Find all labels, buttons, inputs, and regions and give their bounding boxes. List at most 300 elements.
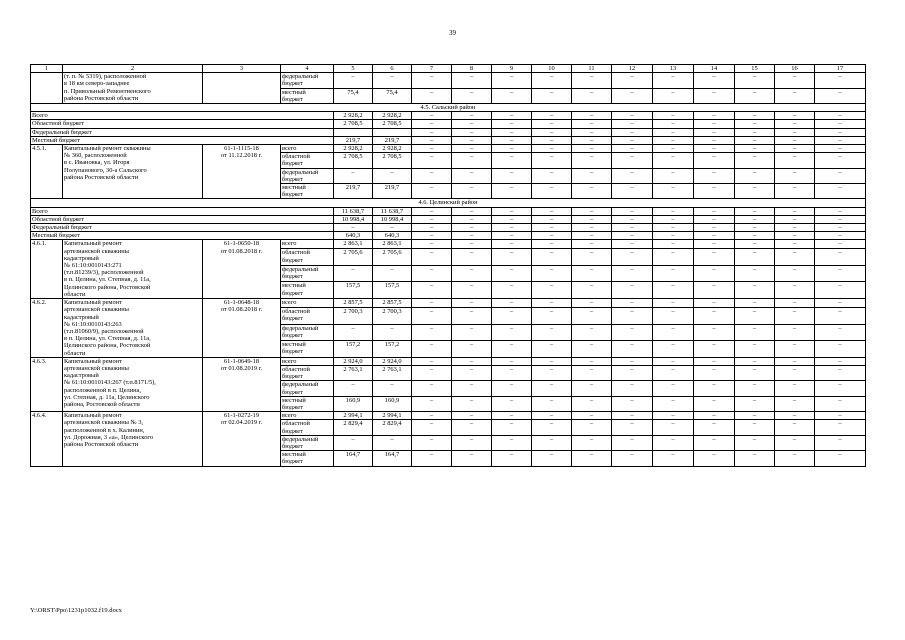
empty-value-cell: – [735,136,775,144]
value-cell: 11 638,7 [373,207,412,215]
empty-value-cell: – [532,307,572,324]
empty-value-cell: – [735,145,775,153]
empty-value-cell: – [694,168,735,183]
empty-value-cell: – [532,265,572,282]
value-cell: – [334,435,373,450]
empty-value-cell: – [653,420,694,435]
empty-value-cell: – [735,357,775,365]
value-cell: 2 863,1 [334,240,373,249]
empty-value-cell: – [612,282,653,299]
empty-value-cell: – [532,145,572,153]
empty-value-cell: – [815,73,866,88]
empty-value-cell: – [775,232,815,240]
item-number-cell: 4.6.2. [31,299,63,358]
empty-value-cell: – [452,168,492,183]
value-cell: 2 829,4 [373,420,412,435]
empty-value-cell: – [452,232,492,240]
empty-value-cell: – [612,307,653,324]
empty-value-cell: – [694,224,735,232]
empty-value-cell: – [492,420,532,435]
empty-value-cell: – [532,232,572,240]
empty-value-cell: – [452,435,492,450]
value-cell: 2 994,1 [334,412,373,420]
funding-source-cell: федеральный бюджет [281,381,334,396]
empty-value-cell: – [653,451,694,466]
empty-value-cell: – [452,240,492,249]
empty-value-cell: – [815,153,866,168]
section-title-row [31,199,866,207]
empty-value-cell: – [815,207,866,215]
empty-value-cell: – [412,207,452,215]
column-number-cell: 15 [735,65,775,73]
empty-value-cell: – [572,215,612,223]
empty-value-cell: – [775,112,815,120]
empty-value-cell: – [815,224,866,232]
empty-value-cell: – [694,215,735,223]
empty-value-cell: – [492,249,532,266]
empty-value-cell: – [572,73,612,88]
funding-source-cell: федеральный бюджет [281,168,334,183]
empty-value-cell: – [775,365,815,380]
empty-value-cell: – [653,88,694,103]
value-cell: – [334,265,373,282]
empty-value-cell: – [572,249,612,266]
total-row [31,232,866,240]
empty-value-cell: – [412,396,452,411]
value-cell: – [373,168,412,183]
value-cell: – [373,73,412,88]
empty-value-cell: – [653,396,694,411]
empty-value-cell: – [412,451,452,466]
empty-value-cell: – [572,128,612,136]
empty-value-cell: – [815,396,866,411]
empty-value-cell: – [532,224,572,232]
empty-value-cell: – [653,435,694,450]
empty-value-cell: – [694,307,735,324]
value-cell: – [334,381,373,396]
registration-number-cell: 61-1-0650-18 от 01.08.2018 г. [203,240,281,299]
empty-value-cell: – [492,381,532,396]
total-row [31,128,866,136]
empty-value-cell: – [775,265,815,282]
value-cell: 2 708,5 [334,153,373,168]
empty-value-cell: – [412,153,452,168]
empty-value-cell: – [452,153,492,168]
empty-value-cell: – [653,282,694,299]
empty-value-cell: – [412,136,452,144]
empty-value-cell: – [694,420,735,435]
empty-value-cell: – [572,232,612,240]
empty-value-cell: – [412,112,452,120]
funding-source-cell: местный бюджет [281,88,334,103]
value-cell: 2 763,1 [373,365,412,380]
empty-value-cell: – [612,341,653,358]
empty-value-cell: – [775,324,815,341]
value-cell: – [334,324,373,341]
empty-value-cell: – [412,307,452,324]
funding-source-cell: местный бюджет [281,451,334,466]
section-title-row [31,104,866,112]
item-number-cell [31,73,63,104]
empty-value-cell: – [815,232,866,240]
value-cell: – [373,435,412,450]
empty-value-cell: – [815,357,866,365]
column-number-cell: 2 [63,65,203,73]
empty-value-cell: – [412,145,452,153]
empty-value-cell: – [612,73,653,88]
empty-value-cell: – [775,420,815,435]
empty-value-cell: – [412,224,452,232]
empty-value-cell: – [775,145,815,153]
empty-value-cell: – [492,299,532,308]
empty-value-cell: – [532,112,572,120]
column-number-cell: 6 [373,65,412,73]
table-body [31,65,866,467]
value-cell: 160,9 [373,396,412,411]
funding-source-cell: областной бюджет [281,153,334,168]
column-number-cell: 1 [31,65,63,73]
table-row [31,73,866,88]
value-cell: – [334,168,373,183]
empty-value-cell: – [735,282,775,299]
empty-value-cell: – [694,299,735,308]
empty-value-cell: – [653,120,694,128]
empty-value-cell: – [815,341,866,358]
empty-value-cell: – [735,412,775,420]
registration-number-cell [203,73,281,104]
empty-value-cell: – [735,88,775,103]
empty-value-cell: – [412,324,452,341]
empty-value-cell: – [735,184,775,199]
empty-value-cell: – [572,282,612,299]
empty-value-cell: – [572,145,612,153]
empty-value-cell: – [452,412,492,420]
column-number-cell: 7 [412,65,452,73]
funding-source-cell: местный бюджет [281,282,334,299]
empty-value-cell: – [694,341,735,358]
empty-value-cell: – [694,136,735,144]
empty-value-cell: – [612,324,653,341]
empty-value-cell: – [612,112,653,120]
empty-value-cell: – [815,240,866,249]
empty-value-cell: – [815,120,866,128]
value-cell: 640,3 [373,232,412,240]
empty-value-cell: – [572,112,612,120]
table-row [31,145,866,153]
empty-value-cell: – [775,184,815,199]
empty-value-cell: – [775,249,815,266]
value-cell: 2 763,1 [334,365,373,380]
value-cell: 11 638,7 [334,207,373,215]
value-cell: 164,7 [334,451,373,466]
funding-source-cell: местный бюджет [281,341,334,358]
empty-value-cell: – [612,365,653,380]
total-label: Всего [31,207,334,215]
funding-source-cell: федеральный бюджет [281,435,334,450]
empty-value-cell: – [572,381,612,396]
empty-value-cell: – [412,128,452,136]
empty-value-cell: – [775,381,815,396]
empty-value-cell: – [815,215,866,223]
empty-value-cell: – [735,365,775,380]
empty-value-cell: – [492,451,532,466]
registration-number-cell: 61-1-0649-18 от 01.08.2019 г. [203,357,281,411]
empty-value-cell: – [492,112,532,120]
empty-value-cell: – [775,88,815,103]
empty-value-cell: – [612,232,653,240]
empty-value-cell: – [532,451,572,466]
empty-value-cell: – [572,184,612,199]
empty-value-cell: – [492,365,532,380]
empty-value-cell: – [452,207,492,215]
empty-value-cell: – [653,307,694,324]
funding-source-cell: федеральный бюджет [281,73,334,88]
empty-value-cell: – [815,412,866,420]
empty-value-cell: – [572,307,612,324]
table-row [31,299,866,308]
empty-value-cell: – [694,357,735,365]
empty-value-cell: – [612,215,653,223]
value-cell: 2 863,1 [373,240,412,249]
table-row [31,240,866,249]
value-cell: 75,4 [373,88,412,103]
empty-value-cell: – [412,215,452,223]
empty-value-cell: – [775,396,815,411]
total-row [31,207,866,215]
empty-value-cell: – [775,299,815,308]
value-cell: – [373,224,412,232]
empty-value-cell: – [653,112,694,120]
empty-value-cell: – [735,153,775,168]
empty-value-cell: – [492,282,532,299]
empty-value-cell: – [532,396,572,411]
total-label: Федеральный бюджет [31,224,334,232]
empty-value-cell: – [412,435,452,450]
value-cell: 2 924,0 [334,357,373,365]
empty-value-cell: – [492,136,532,144]
empty-value-cell: – [775,215,815,223]
empty-value-cell: – [412,381,452,396]
empty-value-cell: – [412,357,452,365]
empty-value-cell: – [412,168,452,183]
empty-value-cell: – [775,207,815,215]
value-cell: 157,5 [334,282,373,299]
value-cell: 2 994,1 [373,412,412,420]
empty-value-cell: – [815,128,866,136]
empty-value-cell: – [492,307,532,324]
empty-value-cell: – [612,224,653,232]
empty-value-cell: – [775,128,815,136]
empty-value-cell: – [492,265,532,282]
column-number-cell: 11 [572,65,612,73]
empty-value-cell: – [412,120,452,128]
item-description-cell: Капитальный ремонт скважины № 360, расположенной в с. Ивановка, ул. Игоря Полупанового, 30-а Сальского района Ростовской области [63,145,203,199]
empty-value-cell: – [412,88,452,103]
empty-value-cell: – [532,341,572,358]
empty-value-cell: – [412,184,452,199]
column-number-cell: 5 [334,65,373,73]
file-path-footer: Y:\ORST\Ppo\1231p1032.f19.docx [30,607,122,614]
empty-value-cell: – [735,435,775,450]
empty-value-cell: – [775,120,815,128]
empty-value-cell: – [492,232,532,240]
registration-number-cell: 61-1-0272-19 от 02.04.2019 г. [203,412,281,466]
empty-value-cell: – [735,224,775,232]
empty-value-cell: – [653,153,694,168]
empty-value-cell: – [492,224,532,232]
empty-value-cell: – [572,412,612,420]
value-cell: 219,7 [334,184,373,199]
empty-value-cell: – [653,184,694,199]
empty-value-cell: – [452,249,492,266]
empty-value-cell: – [492,128,532,136]
table-row [31,412,866,420]
empty-value-cell: – [452,88,492,103]
total-label: Местный бюджет [31,136,334,144]
total-row [31,120,866,128]
column-number-cell: 16 [775,65,815,73]
empty-value-cell: – [452,381,492,396]
empty-value-cell: – [492,153,532,168]
empty-value-cell: – [612,88,653,103]
empty-value-cell: – [735,73,775,88]
empty-value-cell: – [653,224,694,232]
empty-value-cell: – [572,240,612,249]
empty-value-cell: – [532,153,572,168]
empty-value-cell: – [452,396,492,411]
empty-value-cell: – [735,299,775,308]
section-title: 4.6. Целинский район [31,199,866,207]
empty-value-cell: – [653,145,694,153]
empty-value-cell: – [532,207,572,215]
column-number-cell: 4 [281,65,334,73]
value-cell: 2 928,2 [334,112,373,120]
empty-value-cell: – [412,282,452,299]
empty-value-cell: – [735,381,775,396]
empty-value-cell: – [532,381,572,396]
empty-value-cell: – [452,420,492,435]
empty-value-cell: – [412,73,452,88]
empty-value-cell: – [572,168,612,183]
empty-value-cell: – [653,381,694,396]
empty-value-cell: – [532,240,572,249]
total-row [31,136,866,144]
section-title: 4.5. Сальский район [31,104,866,112]
empty-value-cell: – [612,265,653,282]
value-cell: 2 708,5 [373,153,412,168]
empty-value-cell: – [694,381,735,396]
empty-value-cell: – [452,265,492,282]
empty-value-cell: – [572,265,612,282]
column-number-cell: 17 [815,65,866,73]
empty-value-cell: – [694,88,735,103]
empty-value-cell: – [735,215,775,223]
empty-value-cell: – [532,412,572,420]
empty-value-cell: – [572,396,612,411]
value-cell: – [373,324,412,341]
empty-value-cell: – [532,215,572,223]
value-cell: 157,5 [373,282,412,299]
empty-value-cell: – [452,224,492,232]
empty-value-cell: – [653,249,694,266]
empty-value-cell: – [492,396,532,411]
empty-value-cell: – [653,265,694,282]
empty-value-cell: – [735,396,775,411]
empty-value-cell: – [735,240,775,249]
empty-value-cell: – [612,249,653,266]
empty-value-cell: – [452,136,492,144]
empty-value-cell: – [412,412,452,420]
empty-value-cell: – [412,265,452,282]
empty-value-cell: – [492,324,532,341]
empty-value-cell: – [775,224,815,232]
empty-value-cell: – [694,324,735,341]
empty-value-cell: – [653,412,694,420]
empty-value-cell: – [572,153,612,168]
empty-value-cell: – [694,145,735,153]
empty-value-cell: – [412,341,452,358]
value-cell: 10 998,4 [334,215,373,223]
empty-value-cell: – [492,168,532,183]
empty-value-cell: – [694,184,735,199]
empty-value-cell: – [653,232,694,240]
empty-value-cell: – [612,451,653,466]
empty-value-cell: – [735,112,775,120]
item-description-cell: (т. п. № 5319), расположенной в 18 км северо-западнее п. Привольный Ремонтненского района Ростовской области [63,73,203,104]
empty-value-cell: – [532,120,572,128]
value-cell: 2 705,6 [334,249,373,266]
empty-value-cell: – [452,324,492,341]
empty-value-cell: – [412,420,452,435]
column-number-cell: 12 [612,65,653,73]
empty-value-cell: – [532,73,572,88]
empty-value-cell: – [492,412,532,420]
empty-value-cell: – [694,240,735,249]
total-row [31,215,866,223]
empty-value-cell: – [735,168,775,183]
empty-value-cell: – [532,357,572,365]
empty-value-cell: – [532,435,572,450]
value-cell: 2 708,5 [334,120,373,128]
empty-value-cell: – [775,136,815,144]
value-cell: 2 928,2 [334,145,373,153]
empty-value-cell: – [572,120,612,128]
empty-value-cell: – [815,282,866,299]
empty-value-cell: – [653,168,694,183]
empty-value-cell: – [532,299,572,308]
value-cell: 10 998,4 [373,215,412,223]
empty-value-cell: – [815,112,866,120]
value-cell: 640,3 [334,232,373,240]
empty-value-cell: – [532,136,572,144]
value-cell: 2 700,3 [373,307,412,324]
total-label: Областной бюджет [31,215,334,223]
funding-source-cell: местный бюджет [281,396,334,411]
empty-value-cell: – [532,249,572,266]
total-label: Областной бюджет [31,120,334,128]
empty-value-cell: – [612,184,653,199]
empty-value-cell: – [532,420,572,435]
empty-value-cell: – [572,357,612,365]
empty-value-cell: – [492,184,532,199]
empty-value-cell: – [815,451,866,466]
empty-value-cell: – [694,128,735,136]
empty-value-cell: – [735,451,775,466]
funding-source-cell: федеральный бюджет [281,324,334,341]
empty-value-cell: – [452,282,492,299]
empty-value-cell: – [694,207,735,215]
empty-value-cell: – [735,324,775,341]
